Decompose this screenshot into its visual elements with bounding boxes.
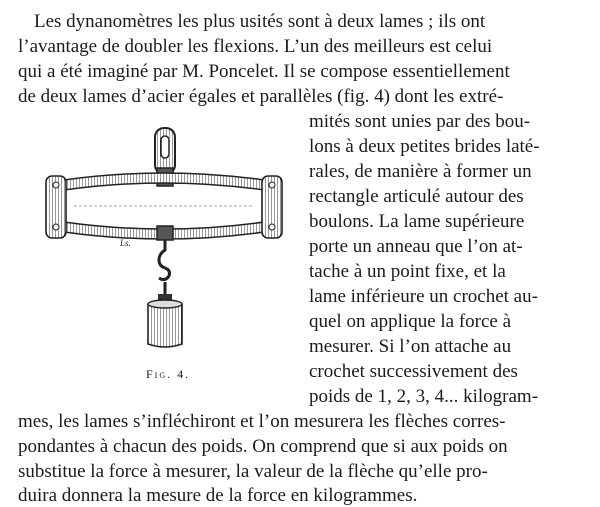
- engraver-signature: Ls.: [120, 238, 131, 248]
- text-line-8: rectangle articulé autour des: [309, 186, 524, 207]
- text-line-2: l’avantage de doubler les flexions. L’un des meilleurs est celui: [18, 36, 493, 57]
- text-line-11: tache à un point fixe, et la: [309, 261, 506, 282]
- right-bracket: [262, 176, 282, 238]
- text-line-15: crochet successivement des: [309, 361, 518, 382]
- hook: [159, 240, 170, 296]
- text-line-19: substitue la force à mesurer, la valeur de la flèche qu’elle pro-: [18, 461, 488, 482]
- text-line-4: de deux lames d’acier égales et parallèles (fig. 4) dont les extré-: [18, 86, 504, 107]
- text-line-7: rales, de manière à former un: [309, 161, 532, 182]
- text-line-17: mes, les lames s’infléchiront et l’on mesurera les flèches corres-: [18, 411, 506, 432]
- upper-blade: [64, 173, 264, 190]
- text-line-18: pondantes à chacun des poids. On comprend que si aux poids on: [18, 436, 508, 457]
- text-line-12: lame inférieure un crochet au-: [309, 286, 538, 307]
- text-line-10: porte un anneau que l’on at-: [309, 236, 523, 257]
- weight: [148, 294, 182, 347]
- text-line-20: duira donnera la mesure de la force en kilogrammes.: [18, 485, 418, 506]
- text-line-16: poids de 1, 2, 3, 4... kilogram-: [309, 386, 539, 407]
- text-line-6: lons à deux petites brides laté-: [309, 136, 540, 157]
- dynamometer-illustration: [28, 118, 300, 388]
- left-bracket: [46, 176, 66, 238]
- text-line-1: Les dynanomètres les plus usités sont à deux lames ; ils ont: [34, 11, 486, 32]
- text-line-9: boulons. La lame supérieure: [309, 211, 525, 232]
- text-line-14: mesurer. Si l’on attache au: [309, 336, 512, 357]
- figure-caption: Fig. 4.: [146, 367, 191, 381]
- text-line-13: quel on applique la force à: [309, 311, 512, 332]
- text-line-5: mités sont unies par des bou-: [309, 111, 531, 132]
- text-line-3: qui a été imaginé par M. Poncelet. Il se compose essentiellement: [18, 61, 510, 82]
